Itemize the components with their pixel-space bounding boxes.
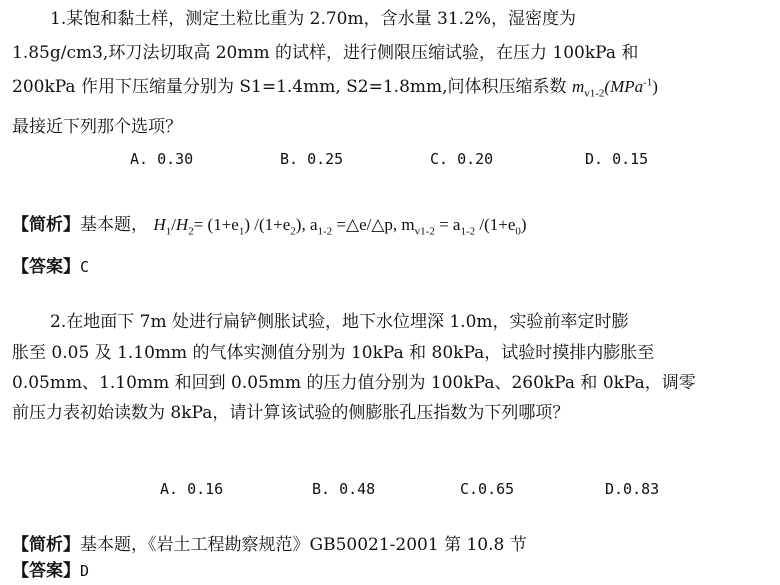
analysis-1: [12, 214, 527, 236]
q1-option-a: A. 0.30: [130, 150, 194, 168]
q2-line-3: 0.05mm、1.10mm 和回到 0.05mm 的压力值分别为 100kPa、260kPa 和 0kPa，调零: [12, 373, 696, 393]
q1-option-d: D. 0.15: [585, 150, 649, 168]
q1-line-3-text: 200kPa 作用下压缩量分别为 S1=1.4mm, S2=1.8mm,问体积压缩系数: [12, 77, 567, 97]
analysis-2-label: 【简析】: [12, 535, 80, 555]
q2-line-1: 2.在地面下 7m 处进行扁铲侧胀试验，地下水位埋深 1.0m，实验前率定时膨: [50, 312, 629, 332]
answer-2: [12, 560, 89, 582]
analysis-2-text: 基本题，《岩土工程勘察规范》GB50021-2001 第 10.8 节: [80, 535, 527, 555]
answer-1-label: 【答案】: [12, 257, 80, 277]
q2-option-d: D.0.83: [605, 480, 660, 498]
q2-line-2: 胀至 0.05 及 1.10mm 的气体实测值分别为 10kPa 和 80kPa，试验时摸排内膨胀至: [12, 343, 655, 363]
q1-option-b: B. 0.25: [280, 150, 344, 168]
q1-line-4: 最接近下列那个选项？: [12, 117, 182, 137]
analysis-1-label: 【简析】: [12, 215, 80, 235]
q2-line-4: 前压力表初始读数为 8kPa，请计算该试验的侧膨胀孔压指数为下列哪项？: [12, 403, 570, 423]
answer-1-value: C: [80, 258, 90, 276]
analysis-1-text: 基本题，: [80, 215, 148, 235]
q1-mv-symbol: $m_{v1-2}(MPa^{-1})$: [571, 76, 658, 100]
answer-1: [12, 256, 89, 278]
q1-option-c: C. 0.20: [430, 150, 494, 168]
q1-line-2: 1.85g/cm3,环刀法切取高 20mm 的试样，进行侧限压缩试验，在压力 100kPa 和: [12, 43, 639, 63]
answer-2-label: 【答案】: [12, 561, 80, 581]
analysis-1-formula: $H_1/H_2= (1+e_1)$ $/(1+e_2)$, $a_{1-2}$ =△e/△p, $m_{v1-2} = a_{1-2}$ $/(1+e_0)$: [153, 215, 527, 238]
analysis-2: [12, 534, 527, 556]
q1-line-1: 1.某饱和黏土样，测定土粒比重为 2.70m，含水量 31.2%，湿密度为: [50, 9, 577, 29]
answer-2-value: D: [80, 562, 90, 580]
q2-option-a: A. 0.16: [160, 480, 224, 498]
q2-option-b: B. 0.48: [312, 480, 376, 498]
q1-line-3: [12, 76, 658, 98]
q2-option-c: C.0.65: [460, 480, 515, 498]
